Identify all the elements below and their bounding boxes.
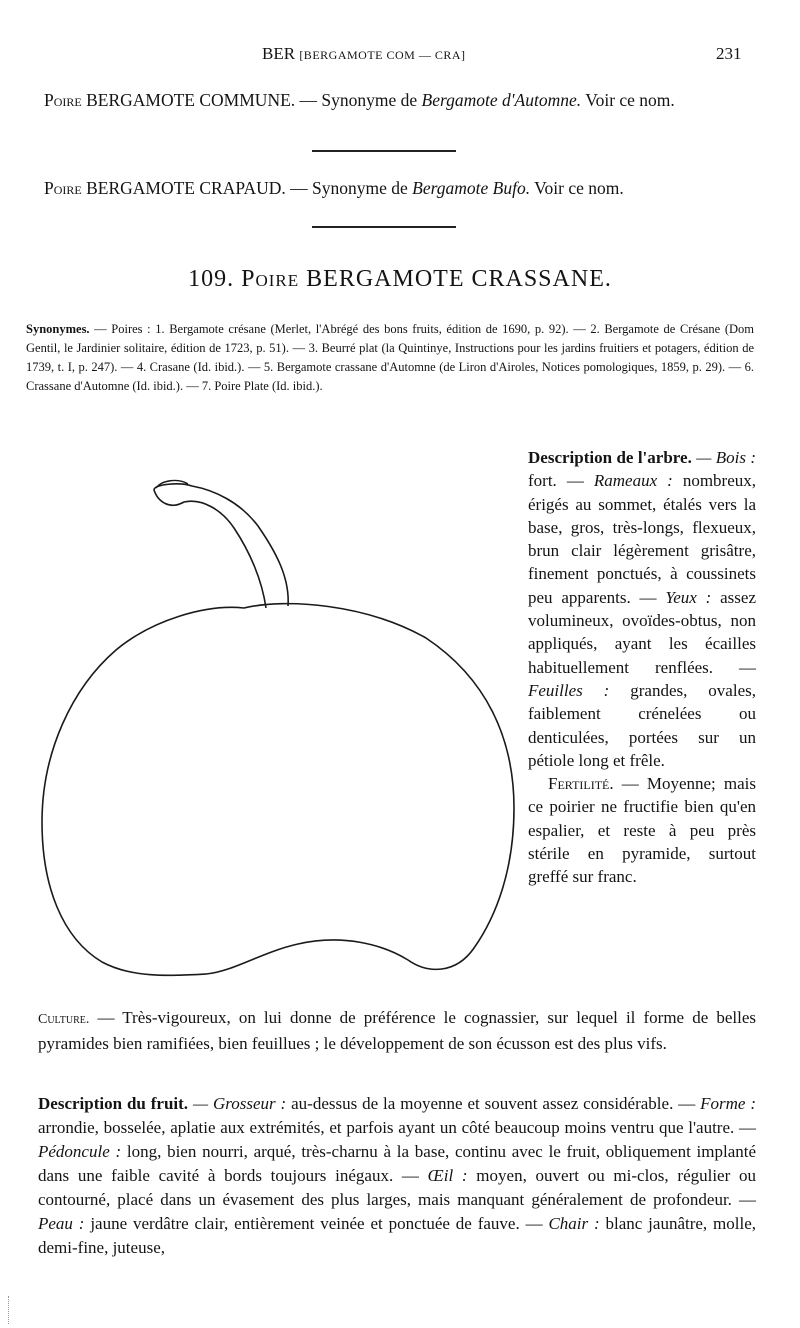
peau-text: jaune verdâtre clair, entièrement veinée et ponctuée de fauve. —: [90, 1214, 543, 1233]
separator-rule: [312, 226, 456, 228]
running-title-left: BER: [262, 44, 296, 63]
tree-description: [528, 446, 756, 889]
entry-text-end: Voir ce nom.: [585, 90, 675, 110]
entry-reference: Bergamote Bufo.: [412, 178, 531, 198]
entry-bergamote-commune: [44, 88, 756, 112]
forme-label: Forme :: [700, 1094, 757, 1113]
running-title: [262, 44, 465, 64]
scan-edge-marks: [8, 1296, 11, 1324]
rameaux-label: Rameaux :: [593, 471, 673, 491]
oeil-label: Œil :: [427, 1166, 468, 1185]
bois-label: — Bois :: [696, 448, 757, 467]
entry-reference: Bergamote d'Automne.: [421, 90, 582, 110]
pear-illustration: [36, 466, 520, 990]
yeux-text: assez volumineux, ovoïdes-obtus, non appliqués, ayant les écailles habituellement renflées. —: [528, 587, 756, 677]
feuilles-text: grandes, ovales, faiblement crénelées ou denticulées, portées sur un pétiole long et frêle.: [528, 680, 756, 770]
grosseur-text: au-dessus de la moyenne et souvent assez considérable. —: [291, 1094, 696, 1113]
variety-poire-word: Poire: [241, 266, 300, 292]
fertility-text: — Moyenne; mais ce poirier ne fructifie bien qu'en espalier, et reste à peu près stérile en pyramide, surtout greffé sur franc.: [528, 774, 756, 887]
feuilles-label: Feuilles :: [528, 680, 610, 700]
oeil-text: moyen, ouvert ou mi-clos, régulier ou contourné, placé dans un évasement des plus larges, mais manquant généralement de profondeur. —: [38, 1166, 756, 1209]
bois-text: fort. —: [528, 471, 584, 491]
pedoncule-text: long, bien nourri, arqué, très-charnu à la base, continu avec le fruit, obliquement implanté dans une faible cavité à bords toujours inégaux. —: [38, 1142, 757, 1185]
grosseur-label: — Grosseur :: [192, 1094, 287, 1113]
rameaux-text: nombreux, érigés au sommet, étalés vers la base, gros, très-longs, flexueux, brun clair légèrement grisâtre, finement ponctués, à coussinets peu apparents. —: [528, 471, 757, 607]
forme-text: arrondie, bosselée, aplatie aux extrémités, et parfois ayant un côté beaucoup moins ventru que l'autre. —: [38, 1118, 756, 1137]
variety-number: 109.: [188, 266, 235, 292]
entry-name: BERGAMOTE COMMUNE.: [86, 90, 296, 110]
entry-text: — Synonyme de: [290, 178, 408, 198]
entry-poire-word: Poire: [44, 178, 82, 198]
running-header: [0, 44, 800, 68]
pear-stalk: [154, 484, 288, 608]
synonyms-paragraph: [26, 320, 754, 396]
chair-text: blanc jaunâtre, molle, demi-fine, juteuse,: [38, 1214, 756, 1257]
variety-title: [0, 266, 800, 293]
separator-rule: [312, 150, 456, 152]
variety-name: BERGAMOTE CRASSANE.: [306, 266, 612, 292]
entry-text: — Synonyme de: [299, 90, 418, 110]
entry-text-end: Voir ce nom.: [534, 178, 624, 198]
running-title-bracket: [BERGAMOTE COM — CRA]: [299, 48, 466, 62]
culture-text: — Très-vigoureux, on lui donne de préférence le cognassier, sur lequel il forme de belles pyramides bien ramifiées, bien feuillues ; le développement de son écusson est des plus vifs.: [38, 1008, 757, 1053]
pear-outline: [42, 604, 514, 976]
yeux-label: Yeux :: [665, 587, 712, 607]
fruit-description: [38, 1092, 756, 1260]
peau-label: Peau :: [38, 1214, 85, 1233]
tree-description-heading: Description de l'arbre.: [528, 448, 692, 467]
page-number: 231: [716, 44, 742, 63]
entry-poire-word: Poire: [44, 90, 82, 110]
culture-label: Culture.: [38, 1012, 90, 1027]
entry-bergamote-crapaud: [44, 176, 756, 200]
pedoncule-label: Pédoncule :: [38, 1142, 122, 1161]
entry-name: BERGAMOTE CRAPAUD.: [86, 178, 286, 198]
chair-label: Chair :: [548, 1214, 600, 1233]
culture-paragraph: [38, 1006, 756, 1055]
fruit-description-heading: Description du fruit.: [38, 1094, 189, 1113]
synonyms-text: — Poires : 1. Bergamote crésane (Merlet, l'Abrégé des bons fruits, édition de 1690, p. 92). — 2. Bergamote de Crésane (Dom Gentil, le Jardinier solitaire, édition de 1723, p. 51). — 3. Beurré plat (la Quintinye, Instructions pour les jardins fruitiers et potagers, édition de 1739, t. I, p. 247). — 4. Crasane (Id. ibid.). — 5. Bergamote crassane d'Automne (de Liron d'Airoles, Notices pomologiques, 1859, p. 29). — 6. Crassane d'Automne (Id. ibid.). — 7. Poire Plate (Id. ibid.).: [26, 322, 754, 393]
fertility-label: Fertilité.: [548, 774, 614, 794]
synonyms-label: Synonymes.: [26, 322, 90, 336]
